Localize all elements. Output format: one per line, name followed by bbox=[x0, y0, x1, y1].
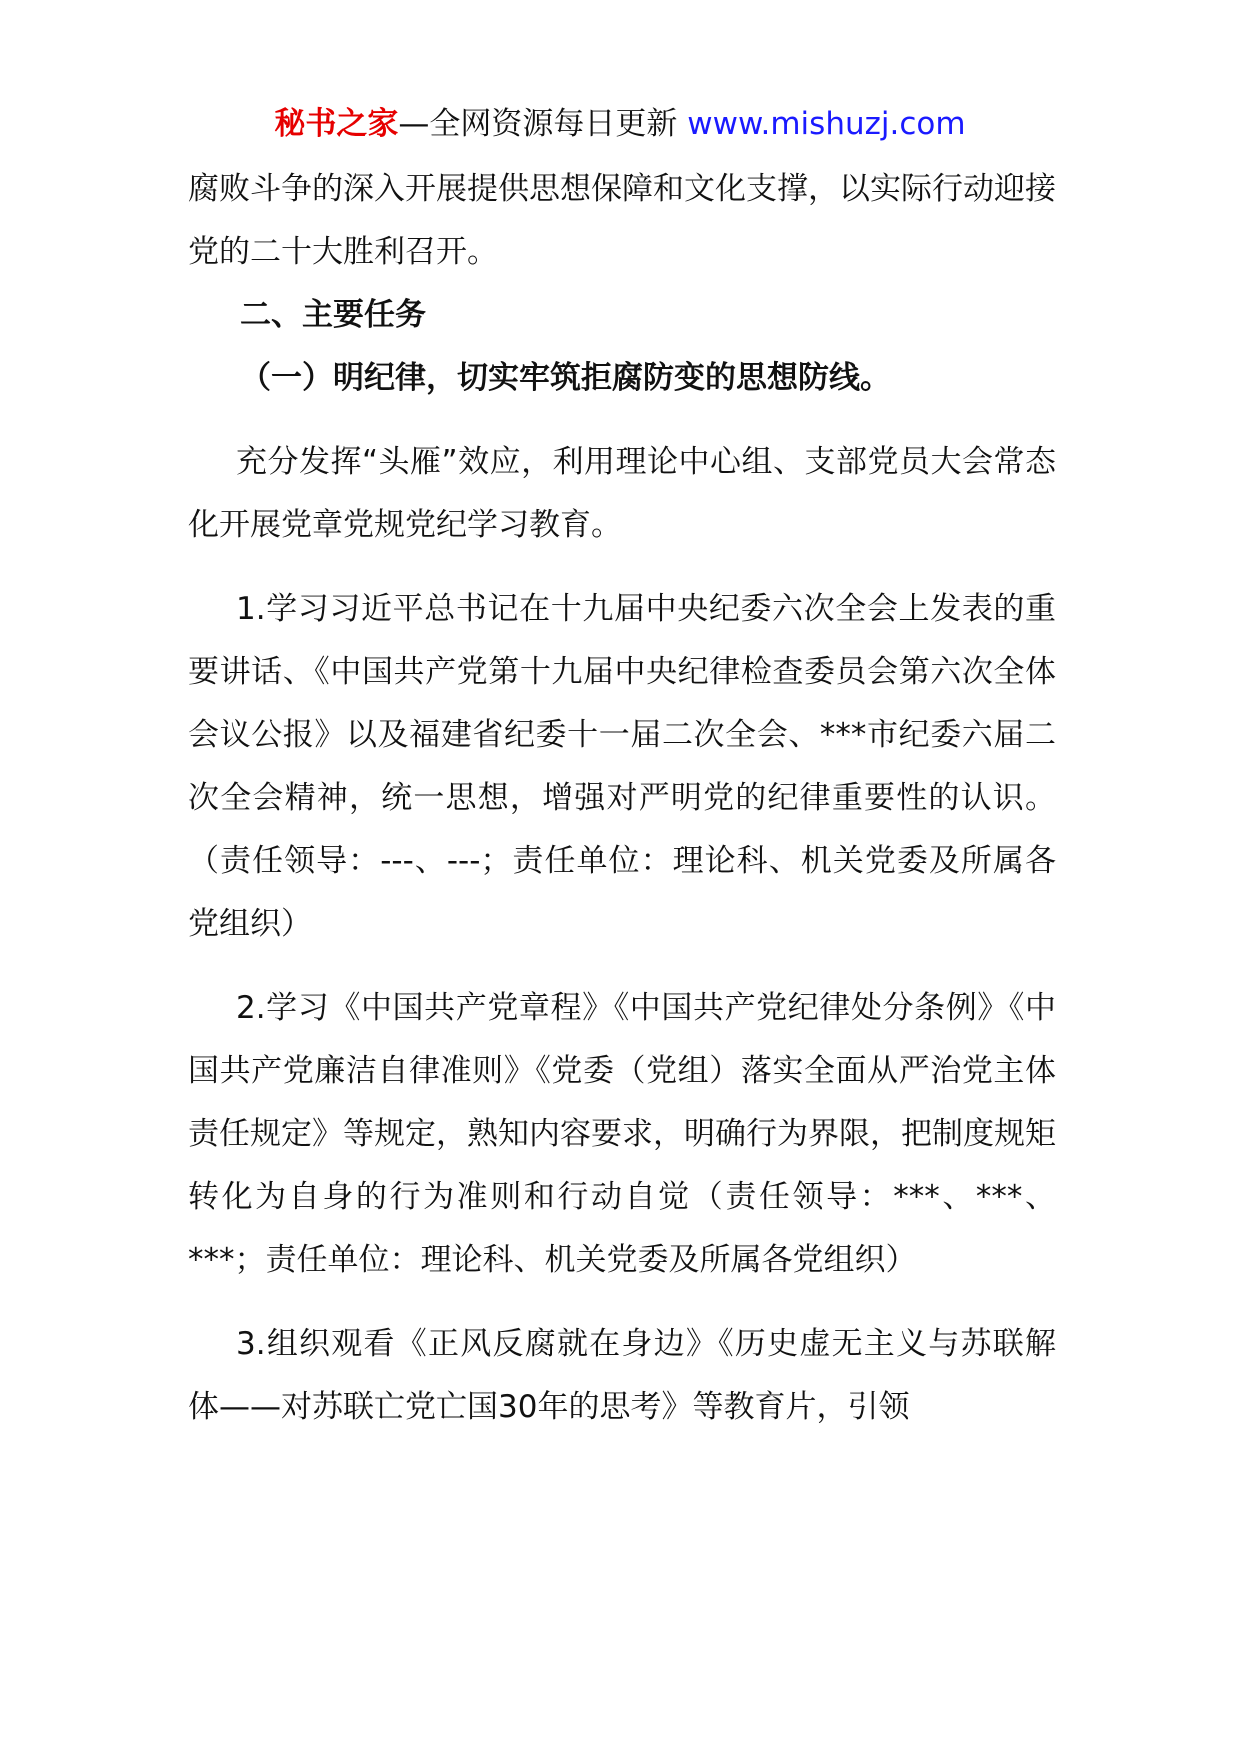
paragraph-continuation: 腐败斗争的深入开展提供思想保障和文化支撑，以实际行动迎接党的二十大胜利召开。 bbox=[188, 171, 1056, 270]
section-heading: 二、主要任务 bbox=[240, 297, 426, 333]
subsection-heading: （一）明纪律，切实牢筑拒腐防变的思想防线。 bbox=[240, 360, 891, 396]
paragraph-intro: 充分发挥“头雁”效应，利用理论中心组、支部党员大会常态化开展党章党规党纪学习教育。 bbox=[188, 444, 1056, 543]
paragraph-item-2: 2.学习《中国共产党章程》《中国共产党纪律处分条例》《中国共产党廉洁自律准则》《党委（党组）落实全面从严治党主体责任规定》等规定，熟知内容要求，明确行为界限，把制度规矩转化为自身的行为准则和行动自觉（责任领导：***、***、***；责任单位：理论科、机关党委及所属各党组织） bbox=[188, 990, 1056, 1278]
paragraph-item-1: 1.学习习近平总书记在十九届中央纪委六次全会上发表的重要讲话、《中国共产党第十九届中央纪律检查委员会第六次全体会议公报》以及福建省纪委十一届二次全会、***市纪委六届二次全会精神，统一思想，增强对严明党的纪律重要性的认识。（责任领导：---、---；责任单位：理论科、机关党委及所属各党组织） bbox=[188, 591, 1056, 942]
brand-slogan: —全网资源每日更新 bbox=[398, 106, 678, 142]
site-banner bbox=[0, 100, 1240, 148]
document-body bbox=[188, 158, 1056, 1439]
brand-name: 秘书之家 bbox=[274, 106, 399, 142]
site-url-link[interactable]: www.mishuzj.com bbox=[687, 106, 966, 142]
paragraph-item-3: 3.组织观看《正风反腐就在身边》《历史虚无主义与苏联解体——对苏联亡党亡国30年的思考》等教育片，引领 bbox=[188, 1326, 1056, 1425]
